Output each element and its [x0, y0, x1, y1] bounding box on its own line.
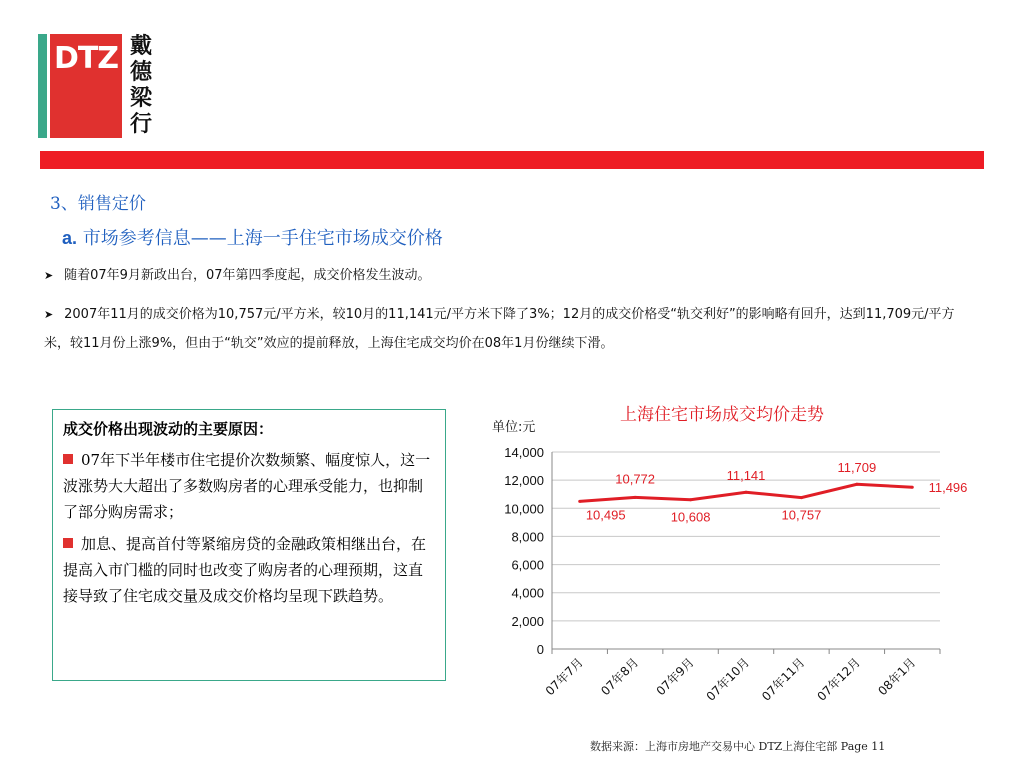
- x-tick-label: 07年8月: [598, 655, 642, 699]
- data-label: 11,709: [837, 460, 877, 476]
- subsection-text: 市场参考信息——上海一手住宅市场成交价格: [82, 228, 443, 249]
- data-label: 11,496: [928, 480, 968, 496]
- data-point: [634, 496, 637, 499]
- y-tick-label: 4,000: [511, 585, 544, 601]
- data-point: [800, 496, 803, 499]
- subsection-prefix: a.: [62, 228, 78, 248]
- data-label: 11,141: [726, 468, 766, 484]
- logo-char: 戴: [129, 34, 152, 59]
- arrow-bullet-icon: ➤: [44, 269, 54, 282]
- y-tick-label: 10,000: [504, 501, 544, 517]
- data-point: [745, 491, 748, 494]
- x-tick-label: 08年1月: [875, 655, 919, 699]
- x-tick-label: 07年7月: [542, 655, 586, 699]
- data-label: 10,772: [615, 471, 656, 487]
- footer-source: 数据来源：上海市房地产交易中心 DTZ上海住宅部 Page 11: [590, 740, 886, 753]
- logo-char: 德: [129, 60, 152, 85]
- x-tick-label: 07年11月: [759, 655, 808, 704]
- reason-text: 07年下半年楼市住宅提价次数频繁、幅度惊人，这一波涨势大大超出了多数购房者的心理承受能力，也抑制了部分购房需求；: [63, 451, 431, 521]
- data-label: 10,757: [781, 507, 822, 523]
- reason-text: 加息、提高首付等紧缩房贷的金融政策相继出台，在提高入市门槛的同时也改变了购房者的心理预期，这直接导致了住宅成交量及成交价格均呈现下跌趋势。: [63, 535, 427, 605]
- y-tick-label: 0: [536, 642, 544, 657]
- reasons-heading: 成交价格出现波动的主要原因：: [63, 420, 274, 438]
- x-tick-label: 07年12月: [814, 655, 863, 704]
- x-tick-label: 07年9月: [653, 655, 697, 699]
- data-label: 10,495: [585, 507, 626, 523]
- section-title: 3、销售定价: [50, 194, 146, 214]
- y-tick-label: 2,000: [511, 613, 544, 629]
- bullet-text: 2007年11月的成交价格为10,757元/平方米，较10月的11,141元/平方米下降了3%；12月的成交价格受“轨交利好”的影响略有回升，达到11,709元/平方米，较11月份上涨9%，但由于“轨交”效应的提前释放，上海住宅成交均价在08年1月份继续下滑。: [44, 307, 955, 351]
- arrow-bullet-icon: ➤: [44, 308, 54, 321]
- logo-char: 行: [129, 112, 152, 137]
- logo-char: 梁: [129, 86, 152, 111]
- data-label: 10,608: [670, 509, 711, 525]
- data-point: [578, 500, 581, 503]
- y-tick-label: 12,000: [504, 473, 544, 489]
- logo-brand: DTZ: [53, 41, 119, 76]
- chart-title: 上海住宅市场成交均价走势: [620, 405, 824, 425]
- bullet-text: 随着07年9月新政出台，07年第四季度起，成交价格发生波动。: [64, 268, 431, 283]
- data-point: [911, 486, 914, 489]
- x-tick-label: 07年10月: [703, 655, 753, 704]
- chart-unit-label: 单位:元: [492, 420, 536, 435]
- y-tick-label: 6,000: [511, 557, 544, 573]
- data-point: [855, 483, 858, 486]
- y-tick-label: 14,000: [504, 445, 544, 460]
- y-tick-label: 8,000: [511, 529, 544, 545]
- data-point: [689, 498, 692, 501]
